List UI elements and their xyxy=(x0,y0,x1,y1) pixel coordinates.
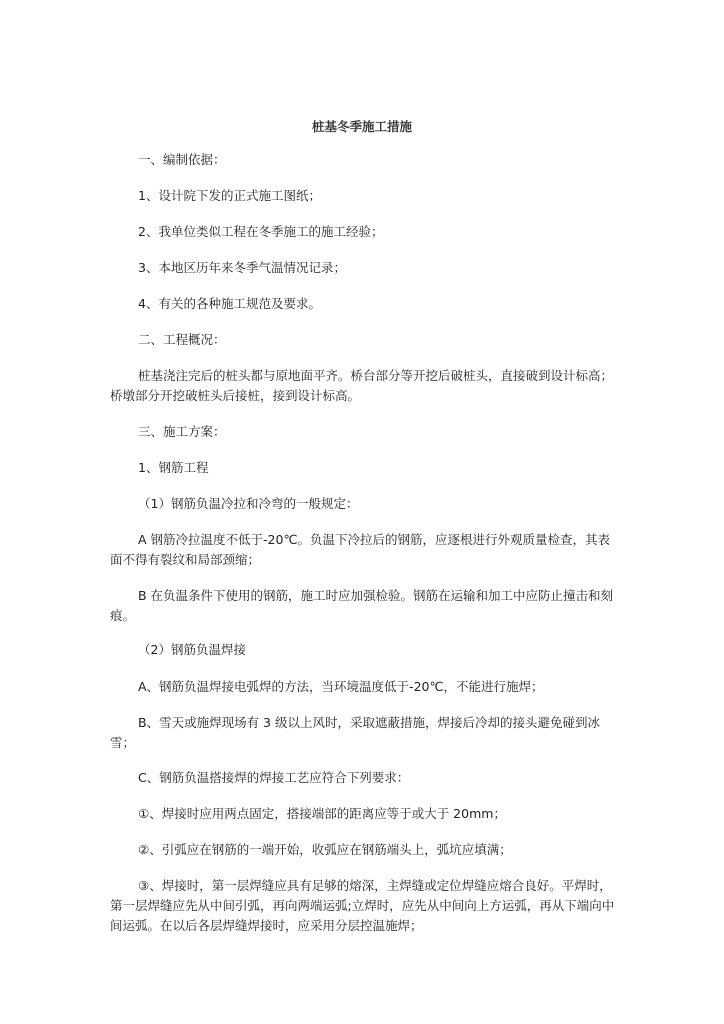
paragraph-item-a: A 钢筋冷拉温度不低于-20℃。负温下冷拉后的钢筋，应逐根进行外观质量检查，其表面不得有裂纹和局部颈缩； xyxy=(110,532,610,567)
subsection-heading-rebar: 1、钢筋工程 xyxy=(138,460,209,475)
paragraph-welding-a: A、钢筋负温焊接电弧焊的方法，当环境温度低于-20℃，不能进行施焊； xyxy=(138,679,544,694)
list-item: 4、有关的各种施工规范及要求。 xyxy=(138,296,321,311)
list-item: ①、焊接时应用两点固定，搭接端部的距离应等于或大于 20mm； xyxy=(138,806,506,821)
list-item: 2、我单位类似工程在冬季施工的施工经验； xyxy=(138,224,384,239)
list-item: 3、本地区历年来冬季气温情况记录； xyxy=(138,260,346,275)
paragraph-welding-b: B、雪天或施焊现场有 3 级以上风时，采取遮蔽措施，焊接后冷却的接头避免碰到冰雪； xyxy=(110,715,600,750)
section-heading-overview: 二、工程概况： xyxy=(138,332,226,347)
paragraph-overview: 桩基浇注完后的桩头都与原地面平齐。桥台部分等开挖后破桩头，直接破到设计标高；桥墩部分开挖破桩头后接桩，接到设计标高。 xyxy=(110,368,614,403)
subsection-heading-cold-rules: （1）钢筋负温冷拉和冷弯的一般规定： xyxy=(138,496,359,511)
list-item: 1、设计院下发的正式施工图纸； xyxy=(138,188,321,203)
paragraph-welding-c: C、钢筋负温搭接焊的焊接工艺应符合下列要求： xyxy=(138,770,410,785)
section-heading-basis: 一、编制依据： xyxy=(138,152,226,167)
list-item: ②、引弧应在钢筋的一端开始，收弧应在钢筋端头上，弧坑应填满； xyxy=(138,842,512,857)
paragraph-welding-3: ③、焊接时，第一层焊缝应具有足够的熔深，主焊缝或定位焊缝应熔合良好。平焊时，第一层焊缝应先从中间引弧，再向两端运弧;立焊时，应先从中间向上方运弧，再从下端向中间运弧。在以后各层焊缝焊接时，应采用分层控温施焊； xyxy=(110,878,615,933)
paragraph-item-b: B 在负温条件下使用的钢筋，施工时应加强检验。钢筋在运输和加工中应防止撞击和刻痕。 xyxy=(110,588,614,623)
section-heading-plan: 三、施工方案： xyxy=(138,424,226,439)
subsection-heading-welding: （2）钢筋负温焊接 xyxy=(138,642,246,657)
document-title: 桩基冬季施工措施 xyxy=(311,119,412,134)
